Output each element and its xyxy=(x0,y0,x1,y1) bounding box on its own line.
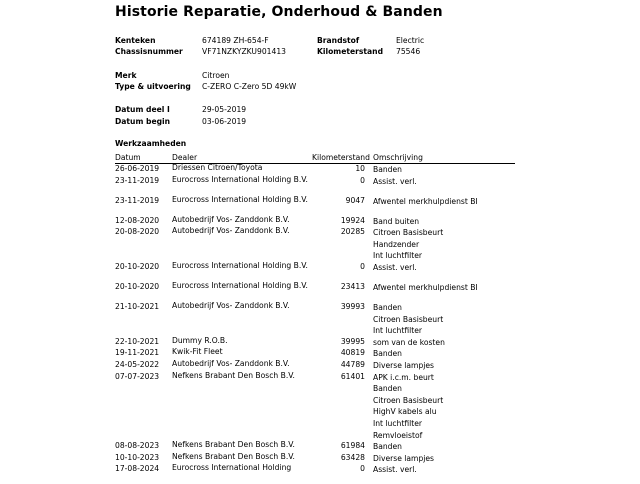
row-omschrijving xyxy=(373,227,443,262)
brandstof-label: Brandstof xyxy=(317,36,360,45)
row-dealer: Eurocross International Holding B.V. xyxy=(172,260,308,270)
row-date: 08-08-2023 xyxy=(115,441,160,451)
row-date: 17-08-2024 xyxy=(115,464,160,474)
row-dealer: Autobedrijf Vos- Zanddonk B.V. xyxy=(172,358,290,368)
table-row xyxy=(115,176,515,196)
omschrijving-line: Int luchtfilter xyxy=(373,418,422,428)
row-dealer: Nefkens Brabant Den Bosch B.V. xyxy=(172,440,295,450)
row-dealer: Eurocross International Holding B.V. xyxy=(172,174,308,184)
row-omschrijving xyxy=(373,464,417,476)
omschrijving-line: Citroen Basisbeurt xyxy=(373,314,444,324)
row-omschrijving xyxy=(373,302,443,337)
omschrijving-line: Assist. verl. xyxy=(373,262,417,272)
omschrijving-line: APK i.c.m. beurt xyxy=(373,372,434,382)
table-row xyxy=(115,196,515,216)
omschrijving-line: Remvloeistof xyxy=(373,430,423,440)
row-date: 23-11-2019 xyxy=(115,175,160,185)
table-row xyxy=(115,302,515,337)
omschrijving-line: Banden xyxy=(373,349,402,359)
table-row xyxy=(115,441,515,453)
row-date: 21-10-2021 xyxy=(115,301,160,311)
kenteken-value: 674189 ZH-654-F xyxy=(202,36,269,45)
row-date: 23-11-2019 xyxy=(115,195,160,205)
row-date: 10-10-2023 xyxy=(115,452,160,462)
row-kilometerstand: 39995 xyxy=(340,336,365,346)
datum-begin-value: 03-06-2019 xyxy=(202,117,247,126)
row-kilometerstand: 39993 xyxy=(340,301,365,311)
omschrijving-line: Handzender xyxy=(373,239,420,249)
row-date: 19-11-2021 xyxy=(115,348,160,358)
table-row xyxy=(115,282,515,302)
brandstof-value: Electric xyxy=(396,36,425,45)
table-row xyxy=(115,464,515,484)
omschrijving-line: Int luchtfilter xyxy=(373,251,422,261)
row-dealer: Eurocross International Holding xyxy=(172,463,292,473)
omschrijving-line: Citroen Basisbeurt xyxy=(373,395,444,405)
row-dealer: Autobedrijf Vos- Zanddonk B.V. xyxy=(172,300,290,310)
row-kilometerstand: 9047 xyxy=(345,195,365,205)
omschrijving-line: Banden xyxy=(373,302,402,312)
omschrijving-line: Assist. verl. xyxy=(373,465,417,475)
row-dealer: Nefkens Brabant Den Bosch B.V. xyxy=(172,370,295,380)
row-kilometerstand: 63428 xyxy=(340,452,365,462)
row-dealer: Dummy R.O.B. xyxy=(172,335,228,345)
datum-begin-label: Datum begin xyxy=(115,117,171,126)
row-kilometerstand: 0 xyxy=(360,175,365,185)
row-date: 22-10-2021 xyxy=(115,336,160,346)
omschrijving-line: Banden xyxy=(373,165,402,174)
row-omschrijving xyxy=(373,216,419,228)
omschrijving-line: Assist. verl. xyxy=(373,176,417,186)
kenteken-label: Kenteken xyxy=(115,36,156,45)
row-kilometerstand: 20285 xyxy=(340,227,365,237)
row-dealer: Kwik-Fit Fleet xyxy=(172,347,223,357)
omschrijving-line: Int luchtfilter xyxy=(373,326,422,336)
kilometerstand-value: 75546 xyxy=(396,47,421,56)
row-kilometerstand: 10 xyxy=(355,164,365,173)
row-dealer: Nefkens Brabant Den Bosch B.V. xyxy=(172,451,295,461)
row-dealer: Driessen Citroen/Toyota xyxy=(172,163,263,172)
row-omschrijving xyxy=(373,453,434,465)
omschrijving-line: Citroen Basisbeurt xyxy=(373,228,444,238)
row-dealer: Autobedrijf Vos- Zanddonk B.V. xyxy=(172,226,290,236)
table-row xyxy=(115,372,515,442)
omschrijving-line: HighV kabels alu xyxy=(373,407,437,417)
page-title: Historie Reparatie, Onderhoud & Banden xyxy=(115,4,443,20)
row-omschrijving xyxy=(373,262,417,274)
datum-deel-value: 29-05-2019 xyxy=(202,105,247,114)
row-omschrijving xyxy=(373,176,417,188)
row-kilometerstand: 61401 xyxy=(340,371,365,381)
row-kilometerstand: 23413 xyxy=(340,281,365,291)
row-kilometerstand: 0 xyxy=(360,261,365,271)
row-date: 12-08-2020 xyxy=(115,215,160,225)
omschrijving-line: Afwentel merkhulpdienst BI xyxy=(373,282,478,292)
omschrijving-line: som van de kosten xyxy=(373,337,445,347)
row-kilometerstand: 44789 xyxy=(340,359,365,369)
row-omschrijving xyxy=(373,372,443,442)
werkzaamheden-table xyxy=(115,164,515,484)
row-kilometerstand: 0 xyxy=(360,464,365,474)
merk-label: Merk xyxy=(115,71,137,80)
table-row xyxy=(115,262,515,282)
row-omschrijving xyxy=(373,337,445,349)
header-datum: Datum xyxy=(115,153,141,162)
row-omschrijving xyxy=(373,282,478,294)
row-date: 20-10-2020 xyxy=(115,281,160,291)
header-kilometerstand: Kilometerstand xyxy=(312,153,370,162)
row-dealer: Eurocross International Holding B.V. xyxy=(172,280,308,290)
werkzaamheden-title: Werkzaamheden xyxy=(115,139,187,148)
row-dealer: Autobedrijf Vos- Zanddonk B.V. xyxy=(172,214,290,224)
omschrijving-line: Afwentel merkhulpdienst BI xyxy=(373,196,478,206)
kilometerstand-label: Kilometerstand xyxy=(317,47,384,56)
datum-deel-label: Datum deel I xyxy=(115,105,170,114)
table-row xyxy=(115,360,515,372)
row-date: 26-06-2019 xyxy=(115,164,160,173)
chassis-value: VF71NZKYZKU901413 xyxy=(202,47,286,56)
row-kilometerstand: 19924 xyxy=(340,215,365,225)
header-dealer: Dealer xyxy=(172,153,198,162)
omschrijving-line: Diverse lampjes xyxy=(373,360,435,370)
row-omschrijving xyxy=(373,164,402,176)
row-omschrijving xyxy=(373,360,434,372)
row-dealer: Eurocross International Holding B.V. xyxy=(172,194,308,204)
omschrijving-line: Banden xyxy=(373,384,402,394)
table-row xyxy=(115,164,515,176)
type-label: Type & uitvoering xyxy=(115,82,191,91)
row-date: 24-05-2022 xyxy=(115,359,160,369)
type-value: C-ZERO C-Zero 5D 49kW xyxy=(202,82,297,91)
row-kilometerstand: 40819 xyxy=(340,348,365,358)
row-omschrijving xyxy=(373,196,478,208)
row-date: 20-10-2020 xyxy=(115,261,160,271)
omschrijving-line: Diverse lampjes xyxy=(373,453,435,463)
row-omschrijving xyxy=(373,348,402,360)
chassis-label: Chassisnummer xyxy=(115,47,183,56)
row-date: 20-08-2020 xyxy=(115,227,160,237)
header-omschrijving: Omschrijving xyxy=(373,153,423,162)
row-date: 07-07-2023 xyxy=(115,371,160,381)
row-kilometerstand: 61984 xyxy=(340,441,365,451)
row-omschrijving xyxy=(373,441,402,453)
table-row xyxy=(115,227,515,262)
omschrijving-line: Band buiten xyxy=(373,216,420,226)
omschrijving-line: Banden xyxy=(373,442,402,452)
merk-value: Citroen xyxy=(202,71,230,80)
